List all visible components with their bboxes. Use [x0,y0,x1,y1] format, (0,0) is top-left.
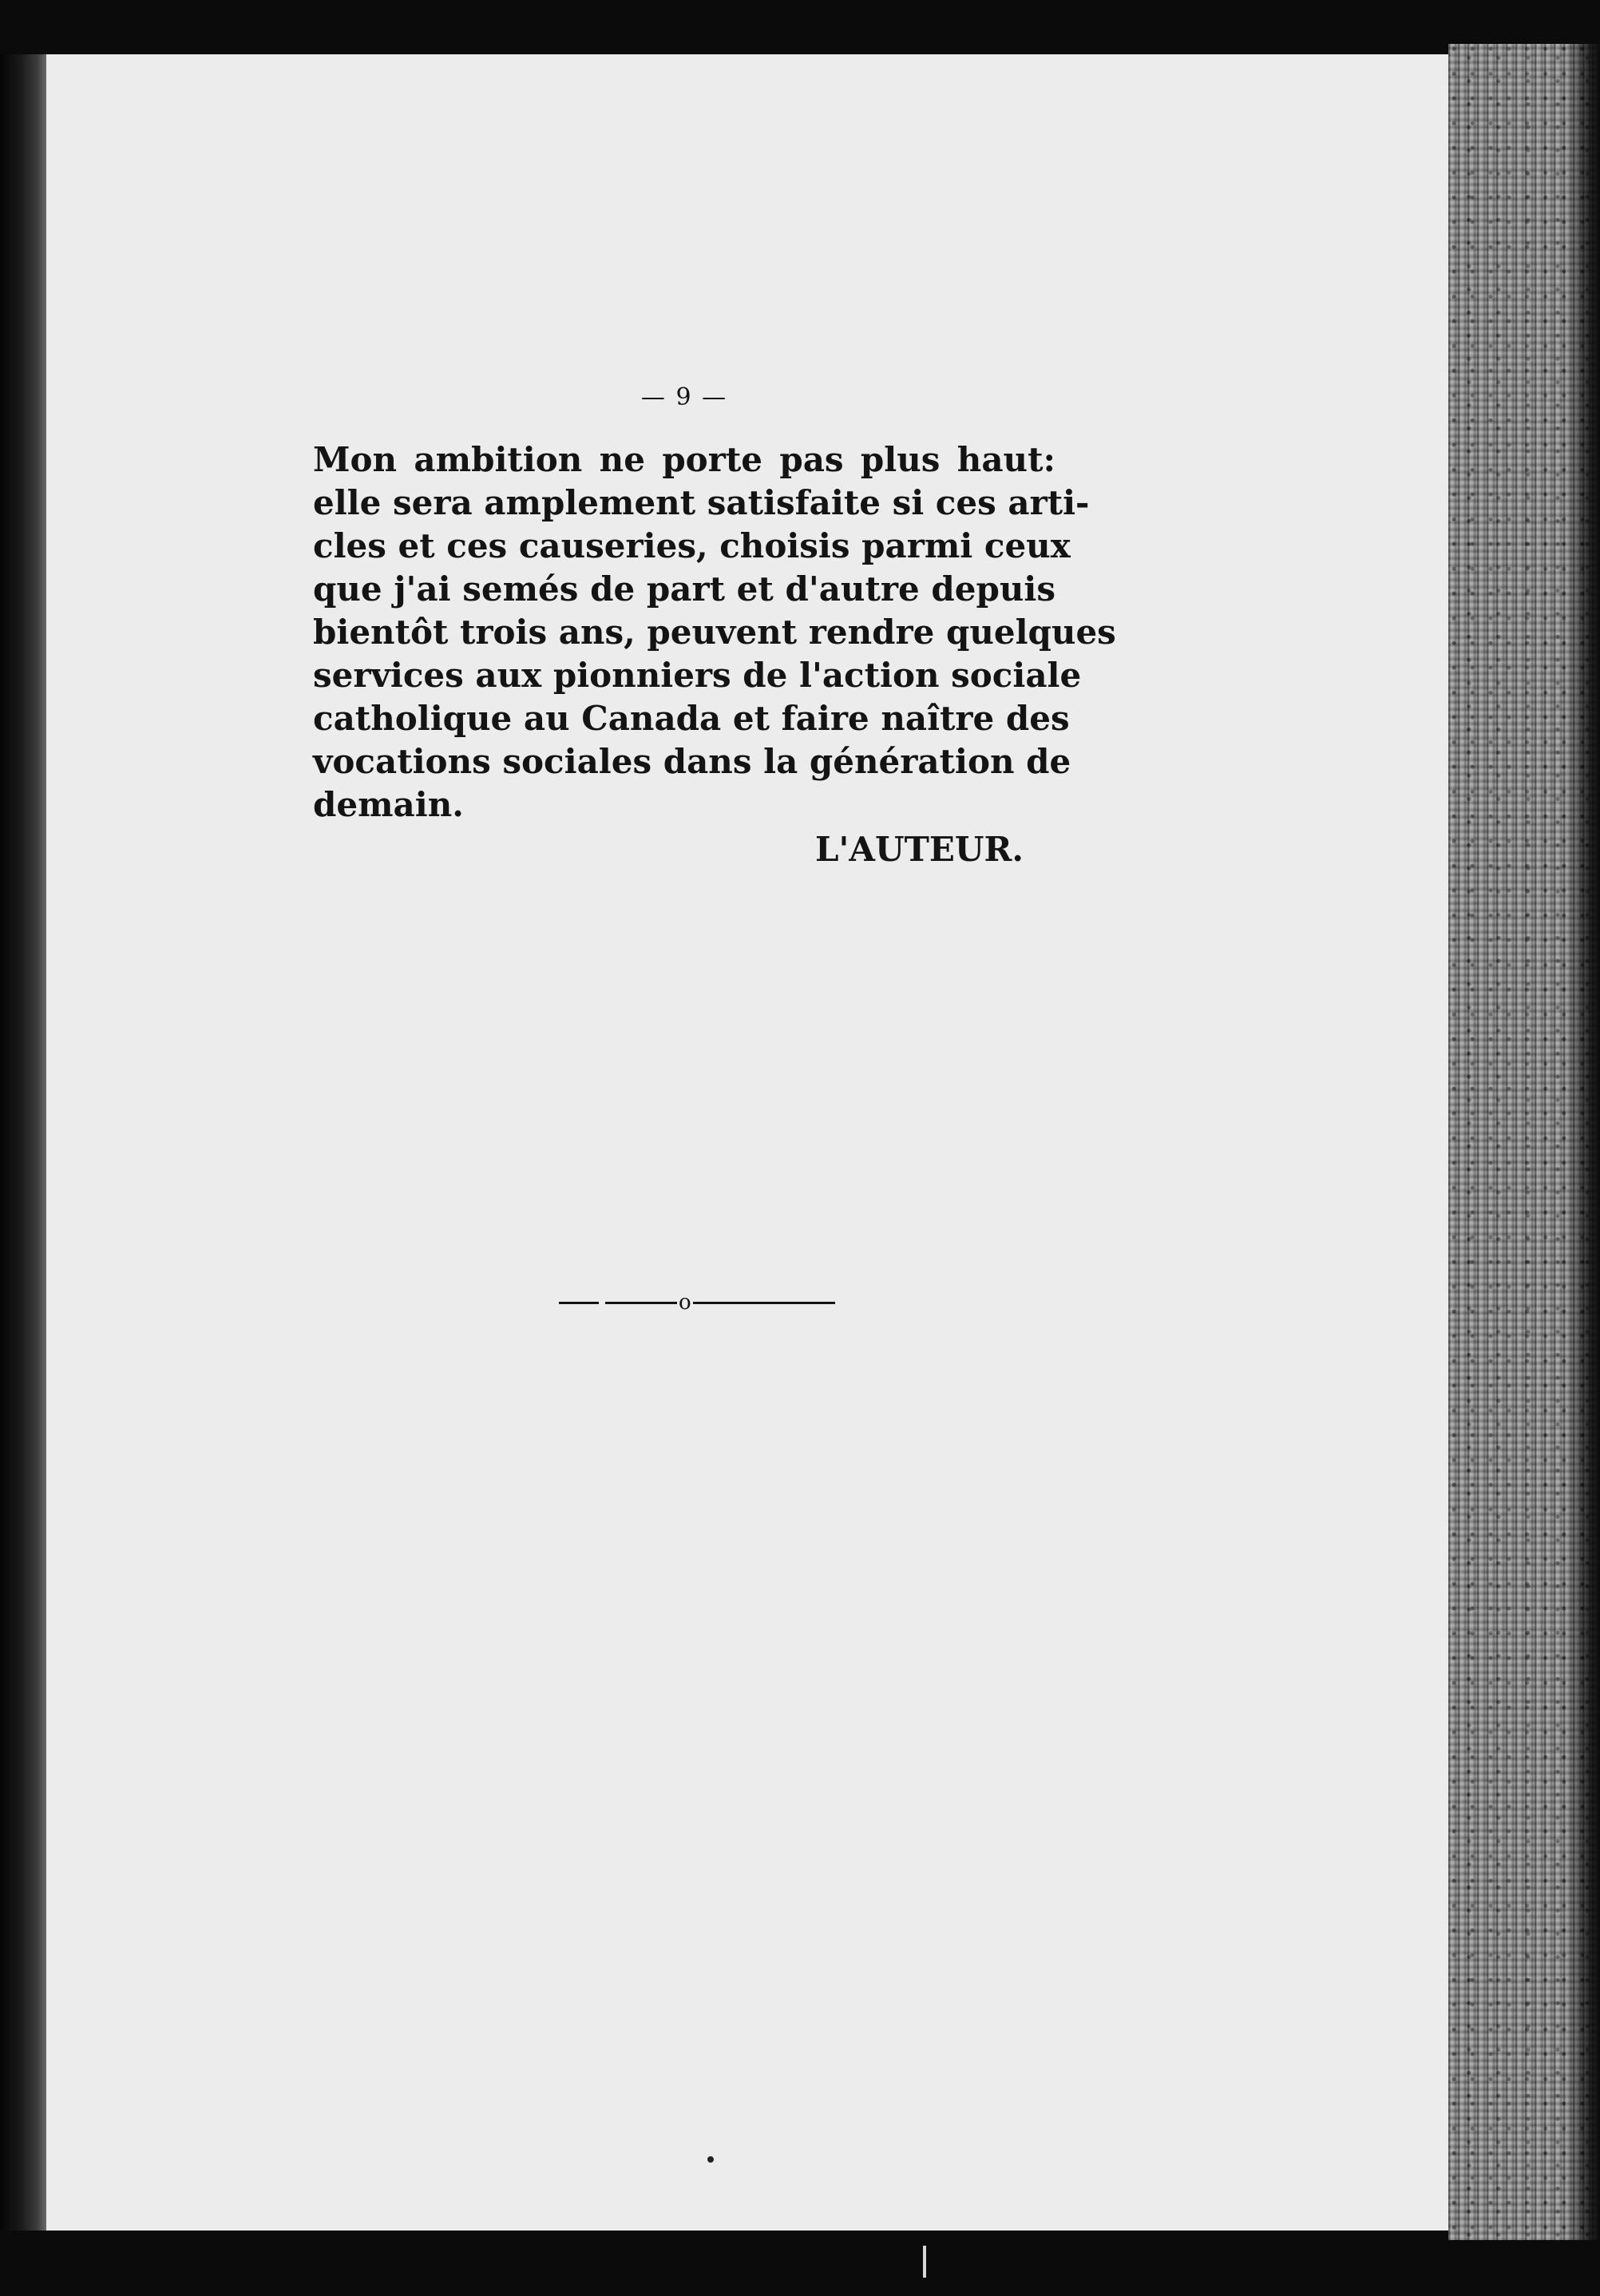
spine-shadow [1565,44,1600,2240]
paragraph-line: Mon ambition ne porte pas plus haut: [313,440,1055,479]
divider-rule [559,1302,599,1304]
author-signature: L'AUTEUR. [814,830,1024,869]
text-block [313,383,1116,871]
paragraph-line: vocations sociales dans la génération de [313,742,1071,781]
divider-rule [693,1302,835,1304]
divider-rule [605,1302,677,1304]
paragraph-line: que j'ai semés de part et d'autre depuis [313,569,1055,609]
left-page-edge [0,54,46,2231]
paper-page [46,54,1448,2231]
paragraph-line: cles et ces causeries, choisis parmi ceux [313,526,1071,565]
paragraph-line: bientôt trois ans, peuvent rendre quelques [313,613,1116,652]
paragraph-line: catholique au Canada et faire naître des [313,699,1070,738]
section-divider [559,1291,835,1315]
ink-speck [707,2156,714,2163]
divider-ornament: o [679,1291,691,1315]
paragraph-line: demain. [313,785,464,824]
paragraph [313,438,1116,827]
scan-artifact [923,2246,926,2278]
page-number: — 9 — [640,383,728,411]
paragraph-line: elle sera amplement satisfaite si ces arti- [313,483,1090,522]
paragraph-line: services aux pionniers de l'action sociale [313,656,1082,695]
